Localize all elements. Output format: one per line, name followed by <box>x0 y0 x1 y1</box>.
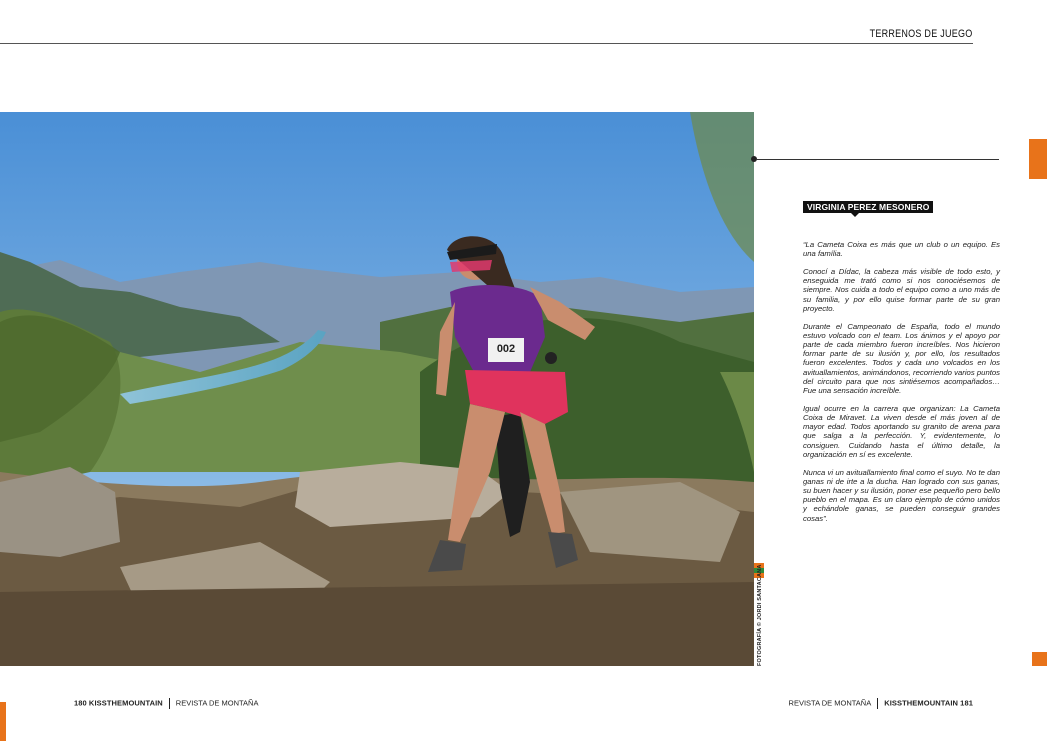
paragraph: Durante el Campeonato de España, todo el mundo estuvo volcado con el team. Los ánimos y el apoyo por parte de cada miembro fueron increíbles. Nos hicieron formar parte de su ilusión y, por ello, los resultados fueron excelentes. Todos y cada uno volcados en los avituallamientos, animándonos, recorriendo varios puntos del circuito para que nos sintiésemos acompañados… Fue una sensación increíble. <box>803 321 1000 396</box>
trail-runner-photo <box>0 112 754 666</box>
footer-divider <box>877 698 878 709</box>
brand-right: KISSTHEMOUNTAIN <box>884 698 959 708</box>
subtitle-left: REVISTA DE MONTAÑA <box>175 698 259 708</box>
subtitle-right: REVISTA DE MONTAÑA <box>788 698 872 708</box>
page-number-left: 180 <box>74 698 87 708</box>
section-tab-top <box>1029 139 1047 179</box>
bullet-rule <box>756 159 999 160</box>
interviewee-name-tag: VIRGINIA PEREZ MESONERO <box>803 201 933 213</box>
article-body <box>803 240 1000 531</box>
race-bib: 002 <box>496 343 516 355</box>
brand-left: KISSTHEMOUNTAIN <box>88 698 163 708</box>
footer-divider <box>169 698 170 709</box>
paragraph: Igual ocurre en la carrera que organizan: La Cameta Coixa de Miravet. La viven desde el más joven al de mayor edad. Todos aportando su granito de arena para que salga a la perfección. Y, evidentemente, lo consiguen. Cuidando hasta el último detalle, la organización en sí es excelente. <box>803 403 1000 459</box>
photo-credit: FOTOGRAFÍA © JORDI SANTACANA <box>757 564 763 666</box>
section-tab-left <box>0 702 6 741</box>
footer-left <box>74 698 258 709</box>
paragraph: Conocí a Dídac, la cabeza más visible de todo esto, y enseguida me trató como si nos conociésemos de siempre. Nos cuida a todo el equipo como a uno más de su familia, y por ello quise formar parte de su gran proyecto. <box>803 267 1000 313</box>
footer-right <box>789 698 973 709</box>
paragraph: “La Cameta Coixa es más que un club o un equipo. Es una família. <box>803 240 1000 259</box>
header-rule <box>0 43 973 44</box>
section-tab-bottom <box>1032 652 1047 666</box>
paragraph: Nunca vi un avituallamiento final como el suyo. No te dan ganas ni de irte a la ducha. Han logrado con sus ganas, su buen hacer y su ilusión, poner ese pequeño pero bello pueblo en el mapa. Es un claro ejemplo de cómo unidos y echándole ganas, se pueden conseguir grandes cosas”. <box>803 467 1000 523</box>
section-title: TERRENOS DE JUEGO <box>870 28 973 40</box>
page-number-right: 181 <box>960 698 973 708</box>
